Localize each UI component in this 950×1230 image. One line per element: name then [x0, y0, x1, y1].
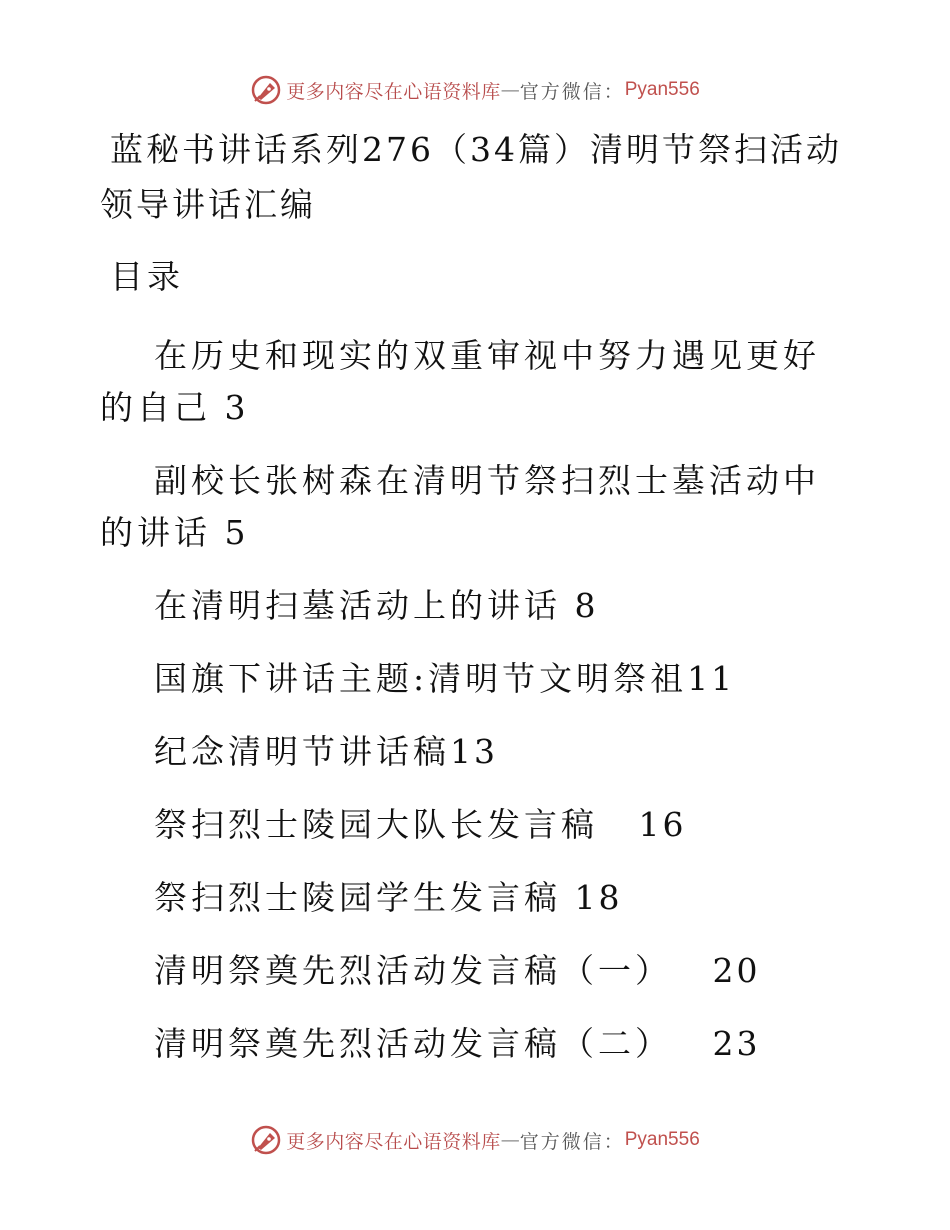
toc-entry[interactable] — [100, 1018, 850, 1070]
toc-entry-page: 5 — [211, 513, 249, 552]
toc-heading: 目录 — [110, 257, 184, 296]
toc-entry-title: 清明祭奠先烈活动发言稿（一） — [154, 951, 672, 990]
footer-watermark — [0, 1120, 950, 1160]
header-watermark — [0, 70, 950, 110]
watermark-wechat-id: Pyan556 — [624, 1129, 700, 1150]
pen-nib-logo-icon — [250, 74, 282, 106]
toc-entry-page: 13 — [450, 732, 498, 771]
pen-nib-logo-icon — [250, 1124, 282, 1156]
toc-entry-page: 3 — [211, 388, 249, 427]
watermark-text: 更多内容尽在心语资料库 — [286, 1130, 501, 1153]
table-of-contents — [100, 330, 850, 1091]
toc-entry-page: 16 — [598, 805, 687, 844]
document-title — [100, 122, 860, 232]
toc-entry-page: 20 — [672, 951, 761, 990]
toc-entry-page: 8 — [561, 586, 599, 625]
toc-entry[interactable] — [100, 872, 850, 924]
toc-entry-title: 祭扫烈士陵园大队长发言稿 — [154, 805, 598, 844]
watermark-official-label: 官方微信： — [519, 1130, 625, 1153]
watermark-separator: — — [500, 1129, 520, 1151]
toc-entry-page: 23 — [672, 1024, 761, 1063]
toc-entry-page: 18 — [561, 878, 623, 917]
toc-entry[interactable] — [100, 945, 850, 997]
toc-entry[interactable] — [100, 653, 850, 705]
toc-entry[interactable] — [100, 330, 850, 434]
watermark-separator: — — [500, 79, 520, 101]
toc-entry-title: 祭扫烈士陵园学生发言稿 — [154, 878, 561, 917]
toc-entry-title: 在清明扫墓活动上的讲话 — [154, 586, 561, 625]
toc-entry-title: 在历史和现实的双重审视中努力遇见更好的自己 — [100, 336, 820, 427]
toc-entry-title: 清明祭奠先烈活动发言稿（二） — [154, 1024, 672, 1063]
toc-entry-title: 国旗下讲话主题:清明节文明祭祖 — [154, 659, 688, 698]
toc-entry-title: 纪念清明节讲话稿 — [154, 732, 450, 771]
toc-entry[interactable] — [100, 580, 850, 632]
watermark-text: 更多内容尽在心语资料库 — [286, 80, 501, 103]
toc-entry[interactable] — [100, 455, 850, 559]
toc-entry[interactable] — [100, 726, 850, 778]
watermark-wechat-id: Pyan556 — [624, 79, 700, 100]
toc-entry-title: 副校长张树森在清明节祭扫烈士墓活动中的讲话 — [100, 461, 820, 552]
document-title-text: 蓝秘书讲话系列276（34篇）清明节祭扫活动领导讲话汇编 — [100, 130, 842, 224]
watermark-official-label: 官方微信： — [519, 80, 625, 103]
toc-entry-page: 11 — [687, 659, 736, 698]
toc-entry[interactable] — [100, 799, 850, 851]
